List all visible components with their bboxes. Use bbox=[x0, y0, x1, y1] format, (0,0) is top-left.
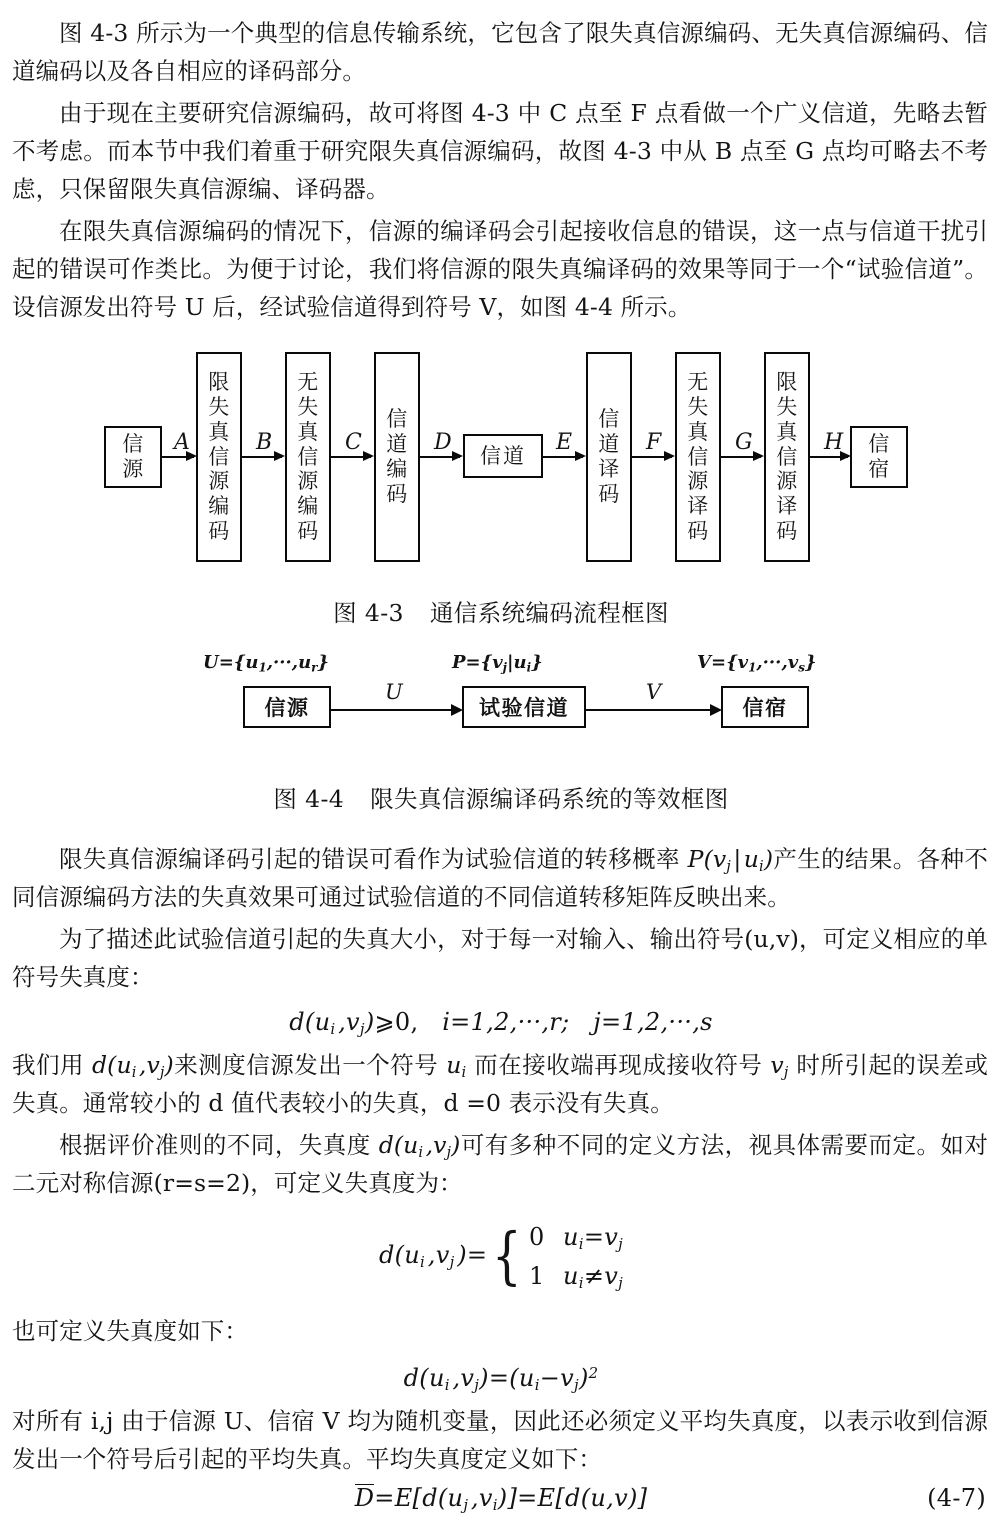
paragraph-distortion-meaning-part-d: 时所引起的误差或失真。通常较小的 d 值代表较小的失真，d =0 表示没有失真。 bbox=[12, 1051, 988, 1117]
fig43-node-channel-encoder bbox=[374, 352, 420, 562]
equation-hamming-case-1 bbox=[529, 1218, 623, 1257]
fig43-lossy-dec-char-6: 码 bbox=[776, 519, 798, 544]
fig43-edge-label-B: B bbox=[256, 430, 273, 455]
fig44-set-label-input: $U=\{u_1,\cdot\cdot\cdot,u_r\}$ bbox=[203, 652, 329, 675]
figure-4-3-caption bbox=[0, 594, 1002, 628]
fig43-arrowhead-C bbox=[363, 451, 374, 461]
equation-distortion-relation: ⩾ bbox=[374, 1008, 395, 1036]
fig43-edge-label-C: C bbox=[345, 430, 362, 455]
inline-math-d-ui-vj: $d(u_i$ $,v_j$) bbox=[92, 1051, 174, 1082]
fig44-edge-label-V: V bbox=[646, 680, 662, 704]
fig43-lossless-dec-char-2: 真 bbox=[687, 419, 709, 444]
fig43-lossless-enc-char-6: 码 bbox=[297, 519, 319, 544]
equation-hamming-case-1-cond: $u_i=v_j$ bbox=[563, 1223, 624, 1254]
fig44-node-sink bbox=[721, 686, 809, 728]
fig43-node-channel-decoder bbox=[586, 352, 632, 562]
fig44-set-label-input-lhs: U= bbox=[203, 652, 234, 673]
paragraph-distortion-meaning bbox=[0, 1046, 1002, 1122]
fig43-node-channel bbox=[463, 434, 543, 478]
equation-distortion-range-i: i=1,2,···,r; bbox=[442, 1008, 570, 1036]
inline-math-vj: $v_j$ bbox=[770, 1051, 789, 1082]
paragraph-distortion-meaning-part-b: 来测度信源发出一个符号 bbox=[173, 1051, 447, 1079]
textbook-page bbox=[0, 14, 1002, 1514]
equation-hamming-cases bbox=[487, 1218, 623, 1296]
fig43-lossless-dec-char-3: 信 bbox=[687, 444, 709, 469]
equation-hamming-case-2 bbox=[529, 1257, 623, 1296]
fig43-lossless-enc-char-3: 信 bbox=[297, 444, 319, 469]
fig44-set-label-output-lhs: V= bbox=[697, 652, 727, 673]
fig43-lossy-dec-char-2: 真 bbox=[776, 419, 798, 444]
fig43-edge-label-H: H bbox=[824, 430, 844, 455]
figure-4-3-diagram bbox=[0, 344, 1002, 570]
fig43-edge-label-D: D bbox=[434, 430, 452, 455]
fig43-lossy-dec-char-0: 限 bbox=[776, 369, 798, 394]
paragraph-alternative-distortion: 也可定义失真度如下： bbox=[12, 1316, 248, 1345]
paragraph-intro-fig43: 图 4-3 所示为一个典型的信息传输系统，它包含了限失真信源编码、无失真信源编码、信道编码以及各自相应的译码部分。 bbox=[12, 19, 988, 85]
paragraph-distortion-meaning-part-c: 而在接收端再现成接收符号 bbox=[466, 1051, 771, 1079]
fig43-arrowhead-G bbox=[753, 451, 764, 461]
fig43-lossless-dec-char-5: 译 bbox=[687, 494, 709, 519]
equation-4-7-number: (4-7) bbox=[927, 1483, 986, 1512]
fig43-lossy-enc-char-5: 编 bbox=[208, 494, 230, 519]
figure-4-4-caption bbox=[0, 780, 1002, 814]
paragraph-distortion-definitions bbox=[0, 1126, 1002, 1202]
inline-math-d-ui-vj-2: $d(u_i$ $,v_j$) bbox=[378, 1131, 461, 1162]
left-curly-brace-icon: { bbox=[492, 1219, 523, 1293]
equation-distortion-rhs: 0, bbox=[394, 1008, 419, 1036]
fig43-arrowhead-B bbox=[274, 451, 285, 461]
fig43-edge-label-E: E bbox=[556, 430, 573, 455]
equation-hamming-case-2-value: 1 bbox=[529, 1261, 545, 1290]
paragraph-source-coding-focus: 由于现在主要研究信源编码，故可将图 4-3 中 C 点至 F 点看做一个广义信道，先略去暂不考虑。而本节中我们着重于研究限失真信源编码，故图 4-3 中从 B 点至 G 点均可略去不考虑，只保留限失真信源编、译码器。 bbox=[12, 99, 988, 203]
fig44-node-sink-label: 信宿 bbox=[742, 696, 788, 720]
figure-4-3-caption-title: 通信系统编码流程框图 bbox=[429, 599, 669, 627]
fig43-node-source-char-1: 源 bbox=[122, 457, 144, 481]
figure-4-3-caption-label: 图 4-3 bbox=[333, 599, 404, 627]
fig43-node-sink-char-1: 宿 bbox=[868, 457, 890, 481]
equation-hamming-case-2-cond: $u_i\ne v_j$ bbox=[563, 1261, 624, 1293]
fig44-connector-U bbox=[331, 709, 459, 711]
paragraph-average-distortion: 对所有 i,j 由于信源 U、信宿 V 均为随机变量，因此还必须定义平均失真度，以表示收到信源发出一个符号后引起的平均失真。平均失真度定义如下： bbox=[12, 1406, 988, 1473]
fig43-lossless-enc-char-5: 编 bbox=[297, 494, 319, 519]
fig43-channel-dec-char-0: 信 bbox=[598, 407, 620, 432]
equation-squared-distortion: $d(u_i$ $,v_j)=(u_i-v_j)^2$ bbox=[403, 1363, 599, 1394]
fig43-edge-label-F: F bbox=[646, 430, 662, 455]
fig43-channel-enc-char-1: 道 bbox=[386, 432, 408, 457]
figure-4-4-diagram bbox=[0, 652, 1002, 762]
fig43-lossy-enc-char-1: 失 bbox=[208, 394, 230, 419]
fig43-lossless-enc-char-4: 源 bbox=[297, 469, 319, 494]
inline-math-transition-probability: $P(v_j$ | $u_i$) bbox=[687, 845, 774, 876]
fig43-lossless-dec-char-6: 码 bbox=[687, 519, 709, 544]
inline-math-ui: $u_i$ bbox=[446, 1051, 467, 1082]
paragraph-single-symbol-distortion: 为了描述此试验信道引起的失真大小，对于每一对输入、输出符号(u,v)，可定义相应的单符号失真度： bbox=[12, 925, 988, 991]
fig43-channel-enc-char-3: 码 bbox=[386, 481, 408, 506]
fig43-node-sink bbox=[850, 426, 908, 488]
fig43-channel-dec-char-2: 译 bbox=[598, 457, 620, 481]
paragraph-transition-probability bbox=[0, 840, 1002, 916]
fig43-node-source-char-0: 信 bbox=[122, 432, 144, 457]
fig43-lossy-enc-char-6: 码 bbox=[208, 519, 230, 544]
fig44-set-label-output: $V=\{v_1,\cdot\cdot\cdot,v_s\}$ bbox=[697, 652, 817, 675]
fig43-node-sink-char-0: 信 bbox=[868, 432, 890, 457]
fig43-lossless-dec-char-4: 源 bbox=[687, 469, 709, 494]
equation-distortion-range-j: j=1,2,···,s bbox=[593, 1008, 713, 1036]
fig43-edge-label-G: G bbox=[735, 430, 753, 455]
figure-4-4-caption-title: 限失真信源编译码系统的等效框图 bbox=[370, 785, 729, 813]
fig43-lossless-enc-char-1: 失 bbox=[297, 394, 319, 419]
equation-4-7: $D=E[d(u_j$ $,v_i)]=E[d(u,v)]$ (4-7) bbox=[354, 1483, 986, 1514]
fig44-node-source bbox=[243, 686, 331, 728]
fig44-set-label-transition-lhs: P= bbox=[452, 652, 481, 673]
fig43-lossless-enc-char-2: 真 bbox=[297, 419, 319, 444]
fig43-lossy-enc-char-3: 信 bbox=[208, 444, 230, 469]
fig44-set-label-transition: $P=\{v_j|u_i\}$ bbox=[452, 652, 543, 675]
fig43-arrowhead-F bbox=[664, 451, 675, 461]
fig43-lossy-dec-char-3: 信 bbox=[776, 444, 798, 469]
fig43-node-source bbox=[104, 426, 162, 488]
fig43-edge-label-A: A bbox=[174, 430, 190, 455]
fig44-node-source-label: 信源 bbox=[264, 696, 310, 720]
fig44-connector-V bbox=[586, 709, 718, 711]
fig43-lossy-enc-char-4: 源 bbox=[208, 469, 230, 494]
paragraph-transition-probability-part-a: 限失真信源编译码引起的错误可看作为试验信道的转移概率 bbox=[59, 845, 688, 873]
fig43-lossy-dec-char-1: 失 bbox=[776, 394, 798, 419]
fig44-node-test-channel-label: 试验信道 bbox=[479, 696, 569, 720]
fig43-node-lossless-decoder bbox=[675, 352, 721, 562]
fig43-node-lossless-encoder bbox=[285, 352, 331, 562]
fig43-lossless-dec-char-1: 失 bbox=[687, 394, 709, 419]
fig43-lossy-dec-char-4: 源 bbox=[776, 469, 798, 494]
paragraph-distortion-definitions-part-b: 可有多种不同的定义方法，视具体需要而定。如对二元对称信源(r=s=2)，可定义失真度为： bbox=[12, 1131, 988, 1197]
fig43-node-lossy-encoder bbox=[196, 352, 242, 562]
equation-hamming-distortion: $d(u_i$ $,v_j$ )= { 0 $u_i=v_j$ 1 $u_i\ne v_j$ bbox=[0, 1218, 1002, 1296]
fig43-channel-enc-char-2: 编 bbox=[386, 457, 408, 481]
equation-distortion-nonnegative: $d(u_i$ $,v_j)⩾0$, i=1,2,···,r; j=1,2,···,s bbox=[289, 1008, 713, 1039]
fig43-channel-enc-char-0: 信 bbox=[386, 407, 408, 432]
equation-hamming-case-1-value: 0 bbox=[529, 1223, 545, 1251]
fig43-channel-dec-char-1: 道 bbox=[598, 432, 620, 457]
fig43-lossless-enc-char-0: 无 bbox=[297, 369, 319, 394]
fig43-lossy-enc-char-0: 限 bbox=[208, 369, 230, 394]
fig44-edge-label-U: U bbox=[385, 680, 403, 704]
paragraph-distortion-definitions-part-a: 根据评价准则的不同，失真度 bbox=[59, 1131, 379, 1159]
figure-4-4-caption-label: 图 4-4 bbox=[273, 785, 345, 813]
paragraph-transition-probability-part-b: 产生的结果。各种不同信源编码方法的失真效果可通过试验信道的不同信道转移矩阵反映出来。 bbox=[12, 845, 988, 911]
paragraph-distortion-meaning-part-a: 我们用 bbox=[12, 1051, 93, 1079]
fig44-node-test-channel bbox=[462, 686, 586, 728]
fig43-node-lossy-decoder bbox=[764, 352, 810, 562]
fig43-arrowhead-D bbox=[452, 451, 463, 461]
fig43-lossy-dec-char-5: 译 bbox=[776, 494, 798, 519]
fig43-node-channel-label: 信道 bbox=[480, 443, 526, 468]
fig43-channel-dec-char-3: 码 bbox=[598, 481, 620, 506]
fig43-lossless-dec-char-0: 无 bbox=[687, 369, 709, 394]
paragraph-test-channel-intro: 在限失真信源编码的情况下，信源的编译码会引起接收信息的错误，这一点与信道干扰引起的错误可作类比。为便于讨论，我们将信源的限失真编译码的效果等同于一个“试验信道”。设信源发出符号 U 后，经试验信道得到符号 V，如图 4-4 所示。 bbox=[12, 217, 988, 321]
equation-4-7-lhs: D bbox=[354, 1483, 375, 1512]
fig43-lossy-enc-char-2: 真 bbox=[208, 419, 230, 444]
fig43-arrowhead-E bbox=[575, 451, 586, 461]
